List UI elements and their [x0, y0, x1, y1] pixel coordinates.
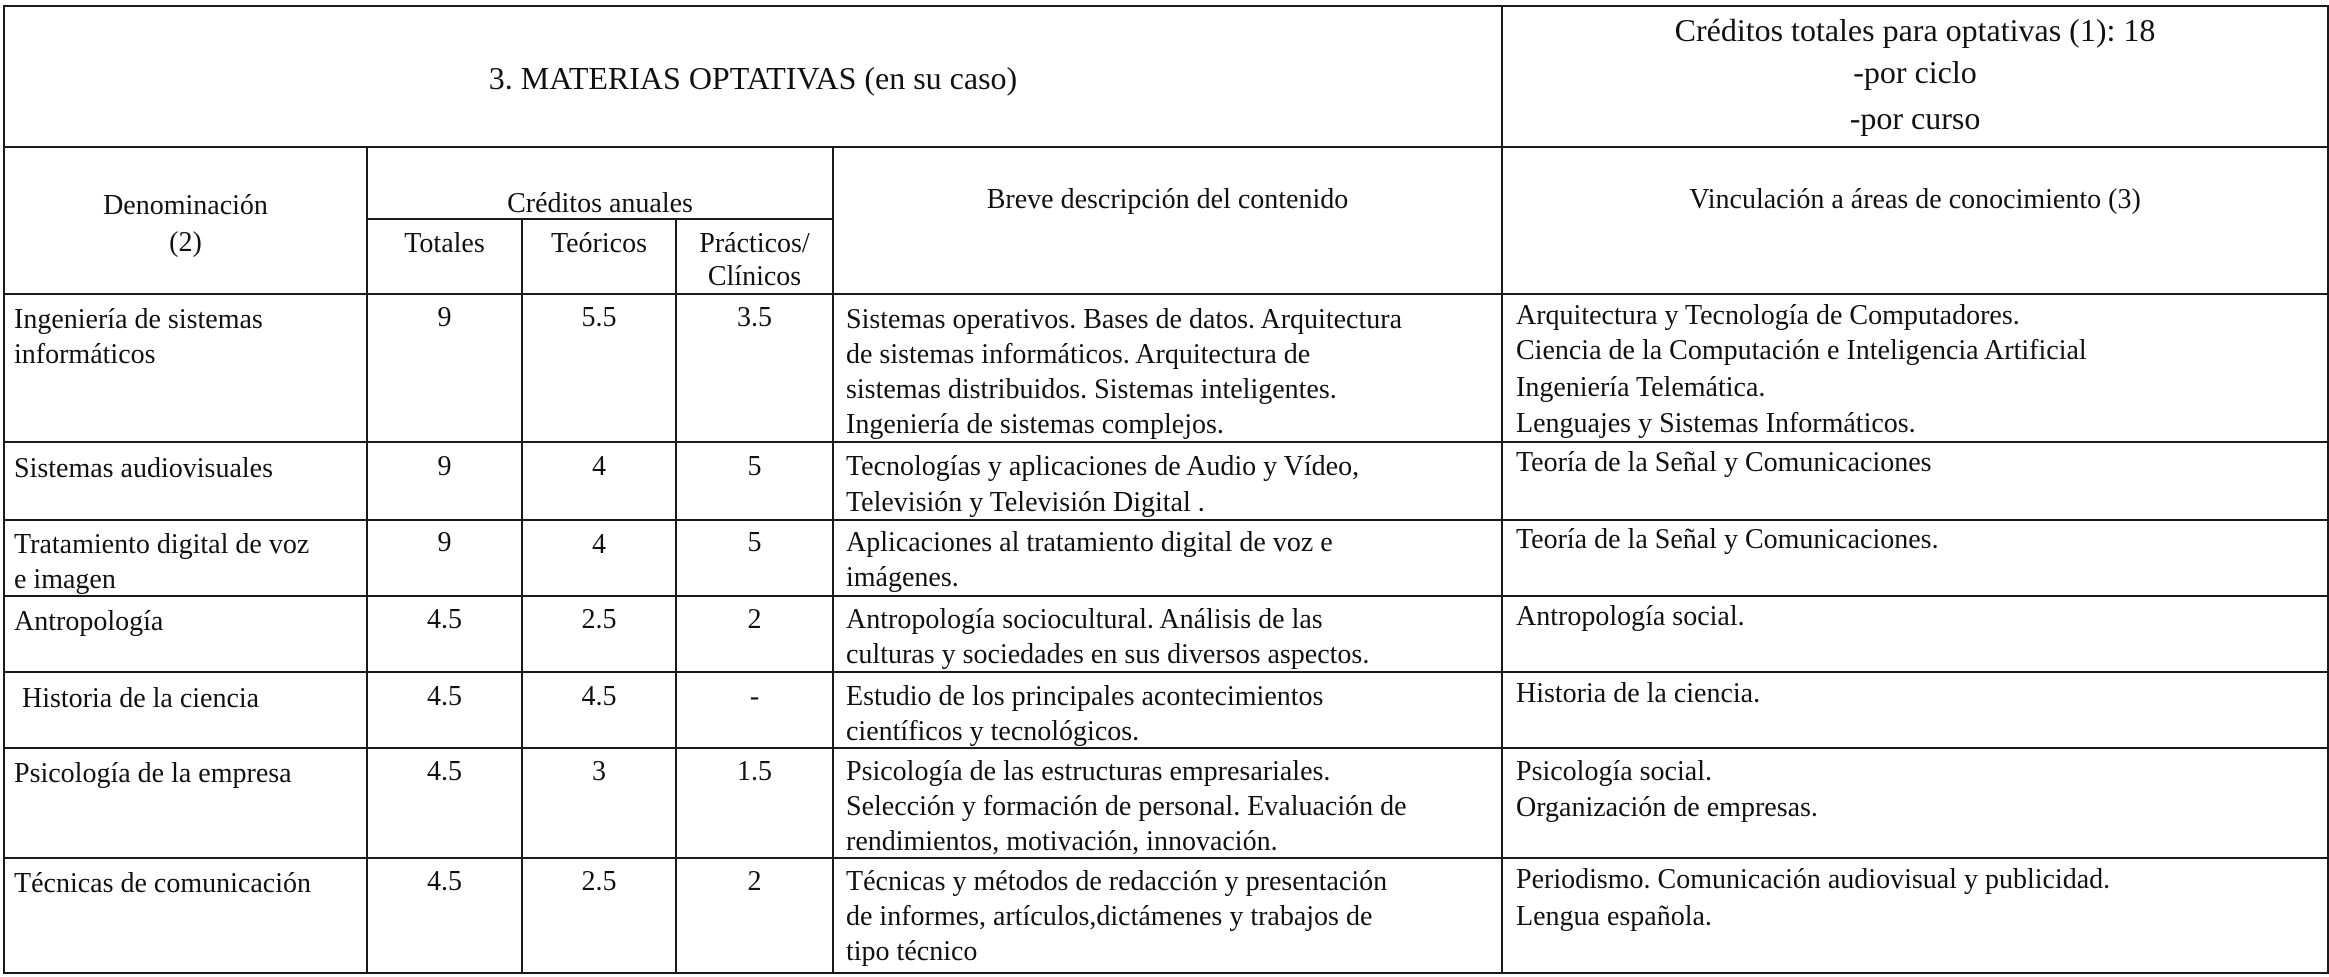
row-descripcion: Televisión y Televisión Digital . — [846, 487, 1205, 518]
row-descripcion: Técnicas y métodos de redacción y presentación — [846, 866, 1388, 897]
row-totales: 4.5 — [427, 681, 462, 712]
row-practicos: 3.5 — [737, 302, 772, 333]
row-descripcion: Tecnologías y aplicaciones de Audio y Vídeo, — [846, 451, 1360, 482]
row-descripcion: culturas y sociedades en sus diversos aspectos. — [846, 639, 1370, 670]
section-title: 3. MATERIAS OPTATIVAS (en su caso) — [488, 60, 1018, 96]
col-vinculacion: Vinculación a áreas de conocimiento (3) — [1689, 184, 2141, 215]
row-area: Antropología social. — [1516, 601, 1745, 632]
row-teoricos: 4 — [592, 451, 606, 482]
row-name: Historia de la ciencia — [22, 683, 260, 714]
col-clinicos: Clínicos — [707, 261, 802, 292]
row-descripcion: de informes, artículos,dictámenes y trabajos de — [846, 901, 1373, 932]
border-top — [3, 5, 2329, 7]
row-name: informáticos — [14, 339, 156, 370]
row-name: Sistemas audiovisuales — [14, 453, 273, 484]
row-descripcion: Selección y formación de personal. Evaluación de — [846, 791, 1407, 822]
col-denominacion: Denominación — [103, 190, 268, 221]
header-bottom-rule — [3, 146, 2329, 148]
row-area: Organización de empresas. — [1516, 792, 1818, 823]
row-teoricos: 4.5 — [581, 681, 617, 712]
row-name: Psicología de la empresa — [14, 758, 292, 789]
row-area: Arquitectura y Tecnología de Computadores. — [1516, 300, 2020, 331]
row-descripcion: rendimientos, motivación, innovación. — [846, 826, 1278, 857]
row-practicos: 1.5 — [737, 756, 772, 787]
row-area: Psicología social. — [1516, 756, 1712, 787]
border-left — [3, 5, 5, 974]
row-practicos: 5 — [747, 451, 762, 482]
row-totales: 4.5 — [427, 866, 462, 897]
row-teoricos: 2.5 — [581, 604, 617, 635]
row-teoricos: 2.5 — [581, 866, 617, 897]
border-bottom — [3, 972, 2329, 974]
row-area: Lenguajes y Sistemas Informáticos. — [1516, 408, 1916, 439]
row-name: Tratamiento digital de voz — [14, 529, 310, 560]
row-name: Técnicas de comunicación — [14, 868, 311, 899]
col-creditos-anuales: Créditos anuales — [507, 188, 693, 219]
row-descripcion: de sistemas informáticos. Arquitectura de — [846, 339, 1311, 370]
row-descripcion: imágenes. — [846, 562, 959, 593]
row-descripcion: sistemas distribuidos. Sistemas inteligentes. — [846, 374, 1337, 405]
row-practicos: 5 — [747, 527, 762, 558]
column-header-rule — [3, 293, 2329, 295]
row-name: Antropología — [14, 606, 164, 637]
row-totales: 9 — [437, 302, 452, 333]
row-practicos: 2 — [747, 866, 762, 897]
row-name: e imagen — [14, 564, 116, 595]
row-practicos: 2 — [747, 604, 762, 635]
row-totales: 4.5 — [427, 604, 462, 635]
row-area: Periodismo. Comunicación audiovisual y publicidad. — [1516, 864, 2111, 895]
divider-header-credits — [1501, 5, 1503, 974]
row-descripcion: Sistemas operativos. Bases de datos. Arquitectura — [846, 304, 1402, 335]
row-name: Ingeniería de sistemas — [14, 304, 263, 335]
row-practicos: - — [749, 681, 760, 712]
per-course-label: -por curso — [1849, 100, 1981, 136]
row-area: Lengua española. — [1516, 901, 1712, 932]
row-totales: 9 — [437, 451, 452, 482]
row-descripcion: Estudio de los principales acontecimientos — [846, 681, 1324, 712]
row-area: Ingeniería Telemática. — [1516, 372, 1766, 403]
credits-total-label: Créditos totales para optativas (1): 18 — [1674, 12, 2156, 48]
row-teoricos: 3 — [592, 756, 606, 787]
row-descripcion: tipo técnico — [846, 936, 978, 967]
col-descripcion: Breve descripción del contenido — [986, 184, 1349, 215]
col-totales: Totales — [404, 228, 485, 259]
divider-practicos — [832, 146, 834, 974]
row-area: Teoría de la Señal y Comunicaciones. — [1516, 524, 1939, 555]
row-totales: 9 — [437, 527, 452, 558]
col-practicos: Prácticos/ — [699, 228, 810, 259]
row-descripcion: Ingeniería de sistemas complejos. — [846, 409, 1224, 440]
row-descripcion: Antropología sociocultural. Análisis de las — [846, 604, 1323, 635]
per-cycle-label: -por ciclo — [1853, 54, 1977, 90]
row-teoricos: 5.5 — [581, 302, 617, 333]
row-teoricos: 4 — [592, 529, 606, 560]
row-descripcion: científicos y tecnológicos. — [846, 716, 1140, 747]
row-area: Teoría de la Señal y Comunicaciones — [1516, 447, 1932, 478]
row-rule-3 — [3, 595, 2329, 597]
col-denominacion-note: (2) — [169, 227, 202, 258]
row-totales: 4.5 — [427, 756, 462, 787]
row-area: Ciencia de la Computación e Inteligencia Artificial — [1516, 335, 2087, 366]
row-area: Historia de la ciencia. — [1516, 678, 1761, 709]
row-rule-5 — [3, 747, 2329, 749]
row-descripcion: Psicología de las estructuras empresariales. — [846, 756, 1331, 787]
row-descripcion: Aplicaciones al tratamiento digital de voz e — [846, 527, 1333, 558]
col-teoricos: Teóricos — [550, 228, 647, 259]
